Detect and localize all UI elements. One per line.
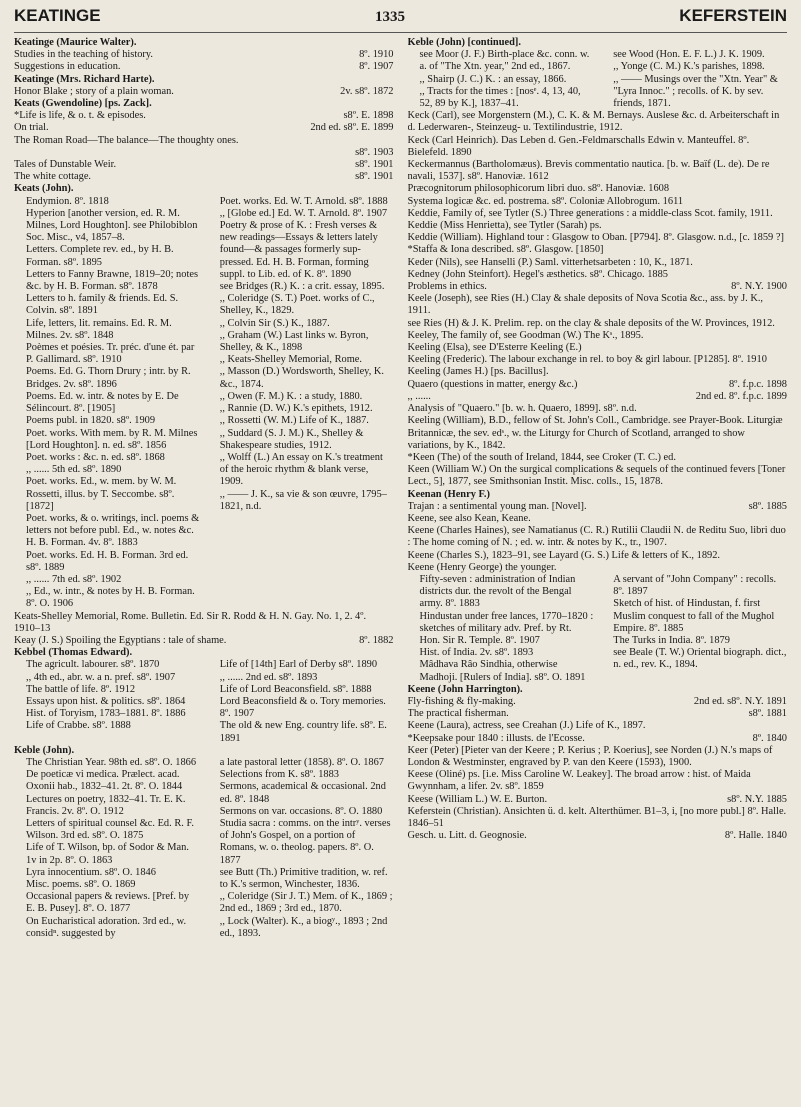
entry-title: Keese (William L.) W. E. Burton.	[407, 793, 548, 805]
catalogue-entry: Essays upon hist. & politics. s8º. 1864	[26, 695, 186, 707]
catalogue-entry: Lyra innocentium. s8º. O. 1846	[26, 866, 156, 878]
catalogue-entry: Keckermannus (Bartholomæus). Brevis commentatio nautica. [b. w. Baïf (L. de). De re navali, 1537]. s8º. Hanoviæ. 1612	[407, 159, 770, 183]
entry-heading: Keene (John Harrington).	[407, 683, 523, 695]
entry-imprint: s8º. 1901	[355, 171, 394, 183]
entry-title: Quaero (questions in matter, energy &c.)	[407, 378, 578, 390]
catalogue-entry	[14, 635, 394, 647]
catalogue-entry	[14, 49, 394, 61]
catalogue-entry: Keeley, The family of, see Goodman (W.) The Kˢ., 1895.	[407, 329, 644, 341]
catalogue-entry: Letters to Fanny Brawne, 1819–20; notes &c. by H. B. Forman. s8º. 1878	[26, 268, 198, 293]
entry-imprint: 2nd ed. s8º. E. 1899	[310, 122, 394, 134]
catalogue-entry: ,, Keats-Shelley Memorial, Rome.	[219, 354, 363, 366]
catalogue-entry: Life of T. Wilson, bp. of Sodor & Man. 1v in 2p. 8º. O. 1863	[26, 842, 189, 866]
entry-title: Tales of Dunstable Weir.	[14, 159, 117, 171]
keble-continued	[408, 49, 788, 110]
catalogue-entry: Endymion. 8º. 1818	[26, 195, 109, 207]
catalogue-entry	[408, 830, 788, 842]
catalogue-entry: ,, Coleridge (Sir J. T.) Mem. of K., 1869 ; 2nd ed., 1869 ; 3rd ed., 1870.	[219, 891, 393, 915]
entry-heading: Keats (Gwendoline) [ps. Zack].	[14, 98, 152, 110]
entry-heading: Keenan (Henry F.)	[407, 488, 490, 500]
catalogue-entry: On Eucharistical adoration. 3rd ed., w. considⁿ. suggested by	[26, 915, 187, 939]
catalogue-entry	[408, 696, 788, 708]
catalogue-entry: The Roman Road—The balance—The thoughty ones.	[14, 134, 239, 146]
catalogue-entry: ,, ...... 7th ed. s8º. 1902	[26, 573, 122, 585]
catalogue-entry: Letters to h. family & friends. Ed. S. Colvin. s8º. 1891	[26, 293, 179, 317]
catalogue-entry: Selections from K. s8º. 1883	[219, 769, 339, 781]
entry-heading: Kebbel (Thomas Edward).	[14, 647, 133, 659]
catalogue-entry: Kedney (John Steinfort). Hegel's æsthetics. s8º. Chicago. 1885	[407, 268, 668, 280]
catalogue-entry: see Moor (J. F.) Birth-place &c. conn. w. a. of "The Xtn. year," 2nd ed., 1867.	[419, 49, 590, 73]
catalogue-entry: Hist. of India. 2v. s8º. 1893	[419, 647, 534, 659]
catalogue-entry: Sermons on var. occasions. 8º. O. 1880	[219, 805, 383, 817]
catalogue-entry: ,, Ed., w. intr., & notes by H. B. Forman. 8º. O. 1906	[26, 586, 195, 610]
header-right: KEFERSTEIN	[679, 6, 787, 25]
catalogue-entry: ,, Suddard (S. J. M.) K., Shelley & Shakespeare studies, 1912.	[219, 427, 364, 451]
catalogue-entry	[14, 159, 394, 171]
catalogue-entry: The battle of life. 8º. 1912	[26, 683, 136, 695]
catalogue-entry: Life of Lord Beaconsfield. s8º. 1888	[219, 683, 372, 695]
catalogue-entry: ,, —— Musings over the "Xtn. Year" & "Lyra Innoc." ; recolls. of K. by sev. friends, 1871.	[613, 73, 778, 110]
catalogue-entry	[408, 391, 788, 403]
entry-imprint: s8º. E. 1898	[343, 110, 394, 122]
entry-imprint: 8º. 1910	[359, 49, 394, 61]
entry-heading: Keats (John).	[14, 183, 74, 195]
entry-imprint: s8º. 1885	[748, 500, 787, 512]
catalogue-entry: Hyperion [another version, ed. R. M. Milnes, Lord Houghton]. see Philobiblon Soc. Misc., v4, 1857–8.	[26, 207, 198, 244]
catalogue-entry: Poet. works. Ed. H. B. Forman. 3rd ed. s8º. 1889	[26, 549, 189, 573]
catalogue-entry: Keene (Charles S.), 1823–91, see Layard (G. S.) Life & letters of K., 1892.	[407, 549, 721, 561]
catalogue-entry: Systema logicæ &c. ed. postrema. s8º. Coloniæ Allobrogum. 1611	[407, 195, 684, 207]
catalogue-entry: Life, letters, lit. remains. Ed. R. M. Milnes. 2v. s8º. 1848	[26, 317, 172, 341]
catalogue-entry: Keddie (Miss Henrietta), see Tytler (Sarah) ps.	[407, 220, 602, 232]
catalogue-entry	[14, 122, 394, 134]
catalogue-entry: see Butt (Th.) Primitive tradition, w. ref. to K.'s sermon, Winchester, 1836.	[219, 866, 388, 891]
entry-imprint: 2v. s8º. 1872	[340, 85, 394, 97]
entry-heading: Keatinge (Maurice Walter).	[14, 37, 137, 48]
catalogue-entry: Letters of spiritual counsel &c. Ed. R. F. Wilson. 3rd ed. s8º. O. 1875	[26, 818, 194, 842]
catalogue-entry: *Staffa & Iona described. s8º. Glasgow. [1850]	[407, 244, 604, 256]
keble-works	[14, 757, 394, 940]
catalogue-entry: Hindustan under free lances, 1770–1820 : sketches of military adv. Pref. by Rt. Hon. Sir R. Temple. 8º. 1907	[419, 610, 594, 646]
catalogue-entry: Keese (Oliné) ps. [i.e. Miss Caroline W. Leakey]. The broad arrow : hist. of Maida Gwynnham, a lifer. 2v. s8º. 1859	[407, 769, 751, 793]
catalogue-entry: Poet. works, & o. writings, incl. poems & letters not before publ. Ed., w. notes &c. H. B. Forman. 4v. 8º. 1883	[26, 512, 200, 549]
catalogue-entry: Keele (Joseph), see Ries (H.) Clay & shale deposits of Nova Scotia &c., ass. by J. K., 1911.	[407, 293, 764, 317]
catalogue-entry	[14, 171, 394, 183]
catalogue-entry: ,, Colvin Sir (S.) K., 1887.	[219, 317, 330, 329]
catalogue-entry: Keder (Nils), see Hanselli (P.) Saml. vitterhetsarbeten : 10, K., 1871.	[407, 256, 693, 268]
header-left: KEATINGE	[14, 6, 101, 25]
catalogue-entry	[408, 708, 788, 720]
entry-title: ,, ......	[407, 390, 431, 402]
catalogue-entry: The agricult. labourer. s8º. 1870	[26, 659, 160, 671]
catalogue-entry: Keene, see also Kean, Keane.	[407, 512, 531, 524]
entry-imprint: 8º. 1882	[359, 634, 394, 646]
entry-imprint: s8º. 1903	[355, 146, 394, 158]
entry-title: Studies in the teaching of history.	[14, 49, 153, 61]
entry-heading: Keble (John).	[14, 744, 75, 756]
catalogue-entry	[14, 147, 394, 159]
entry-title: Fly-fishing & fly-making.	[407, 695, 516, 707]
catalogue-entry	[408, 281, 788, 293]
catalogue-entry	[408, 379, 788, 391]
catalogue-entry: Keeling (Elsa), see D'Esterre Keeling (E.)	[407, 342, 582, 354]
catalogue-entry: ,, Rossetti (W. M.) Life of K., 1887.	[219, 415, 369, 427]
catalogue-entry: see Beale (T. W.) Oriental biograph. dict., n. ed., rev. K., 1894.	[613, 647, 787, 671]
catalogue-entry: The Turks in India. 8º. 1879	[613, 634, 730, 646]
entry-title: *Life is life, & o. t. & episodes.	[14, 110, 146, 122]
page-number: 1335	[374, 9, 405, 25]
catalogue-entry: Keck (Carl Heinrich). Das Leben d. Gen.-Feldmarschalls Edwin v. Manteuffel. 8º. Bielefeld. 1890	[407, 134, 750, 158]
catalogue-entry: Fifty-seven : administration of Indian districts dur. the revolt of the Bengal army. 8º. 1883	[419, 573, 576, 610]
entry-title: *Keepsake pour 1840 : illusts. de l'Ecosse.	[407, 732, 585, 744]
catalogue-entry: A servant of "John Company" : recolls. 8º. 1897	[613, 573, 777, 598]
catalogue-entry: Keeling (James H.) [ps. Bacillus].	[407, 366, 549, 378]
catalogue-entry: ,, Yonge (C. M.) K.'s parishes, 1898.	[613, 61, 765, 73]
catalogue-entry: see Ries (H) & J. K. Prelim. rep. on the clay & shale deposits of the W. Provinces, 1912.	[407, 317, 775, 329]
catalogue-entry: a late pastoral letter (1858). 8º. O. 1867	[219, 756, 384, 768]
entry-imprint: 2nd ed. s8º. N.Y. 1891	[693, 695, 787, 707]
catalogue-entry: Keferstein (Christian). Ansichten ü. d. kelt. Alterthümer. B1–3, i, [no more publ.] 8º. Halle. 1846–51	[407, 805, 787, 829]
right-column	[408, 37, 788, 1102]
catalogue-entry: Poet. works. Ed. W. T. Arnold. s8º. 1888	[219, 195, 388, 207]
entry-title: Honor Blake ; story of a plain woman.	[14, 85, 174, 97]
catalogue-entry: ,, Graham (W.) Last links w. Byron, Shelley, & K., 1898	[219, 329, 369, 354]
catalogue-entry: ,, Coleridge (S. T.) Poet. works of C., Shelley, K., 1829.	[219, 293, 375, 317]
catalogue-entry: Life of [14th] Earl of Derby s8º. 1890	[219, 659, 378, 671]
entry-imprint: s8º. N.Y. 1885	[727, 793, 787, 805]
catalogue-entry: Hist. of Toryism, 1783–1881. 8º. 1886	[26, 708, 186, 720]
entry-title: Gesch. u. Litt. d. Geognosie.	[407, 830, 527, 842]
catalogue-entry: ,, Masson (D.) Wordsworth, Shelley, K. &c., 1874.	[219, 366, 384, 390]
catalogue-entry: see Wood (Hon. E. F. L.) J. K. 1909.	[613, 49, 765, 61]
catalogue-entry: Poet. works. Ed., w. mem. by W. M. Rossetti, illus. by T. Seccombe. s8º. [1872]	[26, 476, 177, 512]
catalogue-entry: ,, Rannie (D. W.) K.'s epithets, 1912.	[219, 403, 373, 415]
catalogue-entry	[14, 110, 394, 122]
catalogue-entry: ,, Shairp (J. C.) K. : an essay, 1866.	[419, 73, 567, 85]
catalogue-entry: The Christian Year. 98th ed. s8º. O. 1866	[26, 756, 197, 768]
catalogue-entry: see Bridges (R.) K. : a crit. essay, 1895.	[219, 281, 385, 293]
catalogue-entry: Keck (Carl), see Morgenstern (M.), C. K. & M. Bernays. Auslese &c. d. Arbeiterschaft in d. Lederwaren-, Steinzeug- u. Textilindustrie, 1912.	[407, 110, 780, 134]
entry-imprint: s8º. 1881	[748, 708, 787, 720]
entry-title: The white cottage.	[14, 171, 92, 183]
running-header	[14, 6, 787, 33]
catalogue-entry: De poeticæ vi medica. Prælect. acad. Oxonii hab., 1832–41. 2t. 8º. O. 1844	[26, 769, 183, 793]
entry-imprint: 8º. 1840	[752, 732, 787, 744]
catalogue-entry: Poems publ. in 1820. s8º. 1909	[26, 415, 156, 427]
catalogue-entry: Poet. works. With mem. by R. M. Milnes [Lord Houghton]. n. ed. s8º. 1856	[26, 427, 198, 451]
catalogue-entry: Mâdhava Râo Sindhia, otherwise Madhoji. [Rulers of India]. s8º. O. 1891	[419, 659, 586, 683]
catalogue-entry: ,, 4th ed., abr. w. a n. pref. s8º. 1907	[26, 671, 176, 683]
catalogue-entry: Keddie (William). Highland tour : Glasgow to Oban. [P794]. 8º. Glasgow. n.d., [c. 1859 ?]	[407, 232, 784, 244]
entry-title: Trajan : a sentimental young man. [Novel].	[407, 500, 587, 512]
catalogue-entry: Studia sacra : comms. on the intrʸ. verses of John's Gospel, on a portion of Romans, w. o. theolog. papers. 8º. O. 1877	[219, 818, 391, 866]
entry-heading: Keble (John) [continued].	[407, 37, 521, 48]
catalogue-entry: Poems. Ed. w. intr. & notes by E. De Sélincourt. 8º. [1905]	[26, 390, 179, 415]
catalogue-entry: Misc. poems. s8º. O. 1869	[26, 879, 136, 891]
keats-works	[14, 196, 394, 611]
catalogue-entry: Analysis of "Quaero." [b. w. h. Quaero, 1899]. s8º. n.d.	[407, 403, 637, 415]
catalogue-entry: Sketch of hist. of Hindustan, f. first Muslim conquest to fall of the Mughol Empire. 8º. 1885	[613, 598, 775, 634]
kebbel-works	[14, 659, 394, 744]
entry-title: The practical fisherman.	[407, 708, 509, 720]
catalogue-entry: Poetry & prose of K. : Fresh verses & new readings—Essays & letters lately found—& passages formerly sup-pressed. Ed. H. B. Forman, forming suppl. to Lib. ed. of K. 8º. 1890	[219, 220, 378, 280]
catalogue-entry: Keats-Shelley Memorial, Rome. Bulletin. Ed. Sir R. Rodd & H. N. Gay. No. 1, 2. 4º. 1910–13	[14, 610, 367, 634]
catalogue-entry: Occasional papers & reviews. [Pref. by E. B. Pusey]. 8º. O. 1877	[26, 891, 190, 915]
catalogue-entry: Keene (Laura), actress, see Creahan (J.) Life of K., 1897.	[407, 720, 646, 732]
catalogue-entry: Keer (Peter) [Pieter van der Keere ; P. Kerius ; P. Koerius], see Norden (J.) N.'s maps of London & Westminster, engraved by P. van den Keere (1593), 1900.	[407, 744, 773, 768]
catalogue-entry: ,, Tracts for the times : [nosᵉ. 4, 13, 40, 52, 89 by K.], 1837–41.	[419, 85, 581, 110]
entry-imprint: s8º. 1901	[355, 159, 394, 171]
catalogue-entry	[408, 501, 788, 513]
entry-imprint: 8º. Halle. 1840	[724, 830, 787, 842]
catalogue-entry: Keddie, Family of, see Tytler (S.) Three generations : a middle-class Scot. family, 1911.	[407, 207, 773, 219]
catalogue-entry: Keeling (Frederic). The labour exchange in rel. to boy & girl labour. [P1285]. 8º. 1910	[407, 354, 767, 366]
catalogue-entry: Poèmes et poésies. Tr. préc. d'une ét. par P. Gallimard. s8º. 1910	[26, 342, 195, 366]
entry-heading: Keatinge (Mrs. Richard Harte).	[14, 73, 155, 85]
entry-title: On trial.	[14, 122, 49, 134]
entry-imprint: 2nd ed. 8º. f.p.c. 1899	[695, 390, 787, 402]
catalogue-entry: *Keen (The) of the south of Ireland, 1844, see Croker (T. C.) ed.	[407, 451, 676, 463]
catalogue-entry: The old & new Eng. country life. s8º. E. 1891	[219, 720, 387, 744]
catalogue-entry: Præcognitorum philosophicorum libri duo. s8º. Hanoviæ. 1608	[407, 183, 670, 195]
entry-title: Problems in ethics.	[407, 281, 487, 293]
keene-hg-works	[408, 574, 788, 684]
catalogue-entry: Sermons, academical & occasional. 2nd ed. 8º. 1848	[219, 781, 386, 805]
catalogue-entry: Lord Beaconsfield & o. Tory memories. 8º. 1907	[219, 695, 386, 720]
catalogue-entry: Life of Crabbe. s8º. 1888	[26, 720, 131, 732]
catalogue-entry	[408, 733, 788, 745]
catalogue-entry: ,, ...... 5th ed. s8º. 1890	[26, 464, 122, 476]
catalogue-entry: Poet. works : &c. n. ed. s8º. 1868	[26, 451, 165, 463]
catalogue-entry: Keeling (William), B.D., fellow of St. John's Coll., Cambridge. see Prayer-Book. Liturgiæ Britannicæ, the sev. edˢ., w. the Liturgy for Church of Scotland, arranged to show variations, by K., 1842.	[407, 415, 783, 451]
catalogue-entry: ,, [Globe ed.] Ed. W. T. Arnold. 8º. 1907	[219, 207, 388, 219]
catalogue-entry: Poems. Ed. G. Thorn Drury ; intr. by R. Bridges. 2v. s8º. 1896	[26, 366, 191, 390]
entry-title: Suggestions in education.	[14, 61, 121, 73]
catalogue-entry: ,, Lock (Walter). K., a biogʸ., 1893 ; 2nd ed., 1893.	[219, 915, 388, 939]
catalogue-entry: ,, ...... 2nd ed. s8º. 1893	[219, 671, 318, 683]
entry-imprint: 8º. 1907	[359, 61, 394, 73]
catalogue-entry: Lectures on poetry, 1832–41. Tr. E. K. Francis. 2v. 8º. O. 1912	[26, 793, 186, 817]
catalogue-entry	[14, 61, 394, 73]
catalogue-entry: ,, Owen (F. M.) K. : a study, 1880.	[219, 390, 363, 402]
catalogue-entry: Keene (Henry George) the younger.	[407, 561, 557, 573]
left-column	[14, 37, 394, 1102]
entry-imprint: 8º. N.Y. 1900	[731, 281, 787, 293]
catalogue-entry: ,, Wolff (L.) An essay on K.'s treatment of the heroic rhythm & blank verse, 1909.	[219, 451, 383, 488]
catalogue-entry	[408, 794, 788, 806]
catalogue-entry: ,, —— J. K., sa vie & son œuvre, 1795–1821, n.d.	[219, 488, 387, 512]
entry-imprint: 8º. f.p.c. 1898	[728, 378, 787, 390]
catalogue-entry: Keen (William W.) On the surgical complications & sequels of the continued fevers [Toner Lect., 5], 1877, see Smithsonian Instit. Misc. colls., 15, 1878.	[407, 464, 786, 488]
catalogue-entry: Letters. Complete rev. ed., by H. B. Forman. s8º. 1895	[26, 244, 174, 268]
entry-title: Keay (J. S.) Spoiling the Egyptians : tale of shame.	[14, 634, 227, 646]
catalogue-entry	[14, 86, 394, 98]
catalogue-entry: Keene (Charles Haines), see Namatianus (C. R.) Rutilii Claudii N. de Reditu Suo, libri duo : The home coming of N. ; ed. w. intr. & notes by K., tr., 1907.	[407, 525, 786, 549]
